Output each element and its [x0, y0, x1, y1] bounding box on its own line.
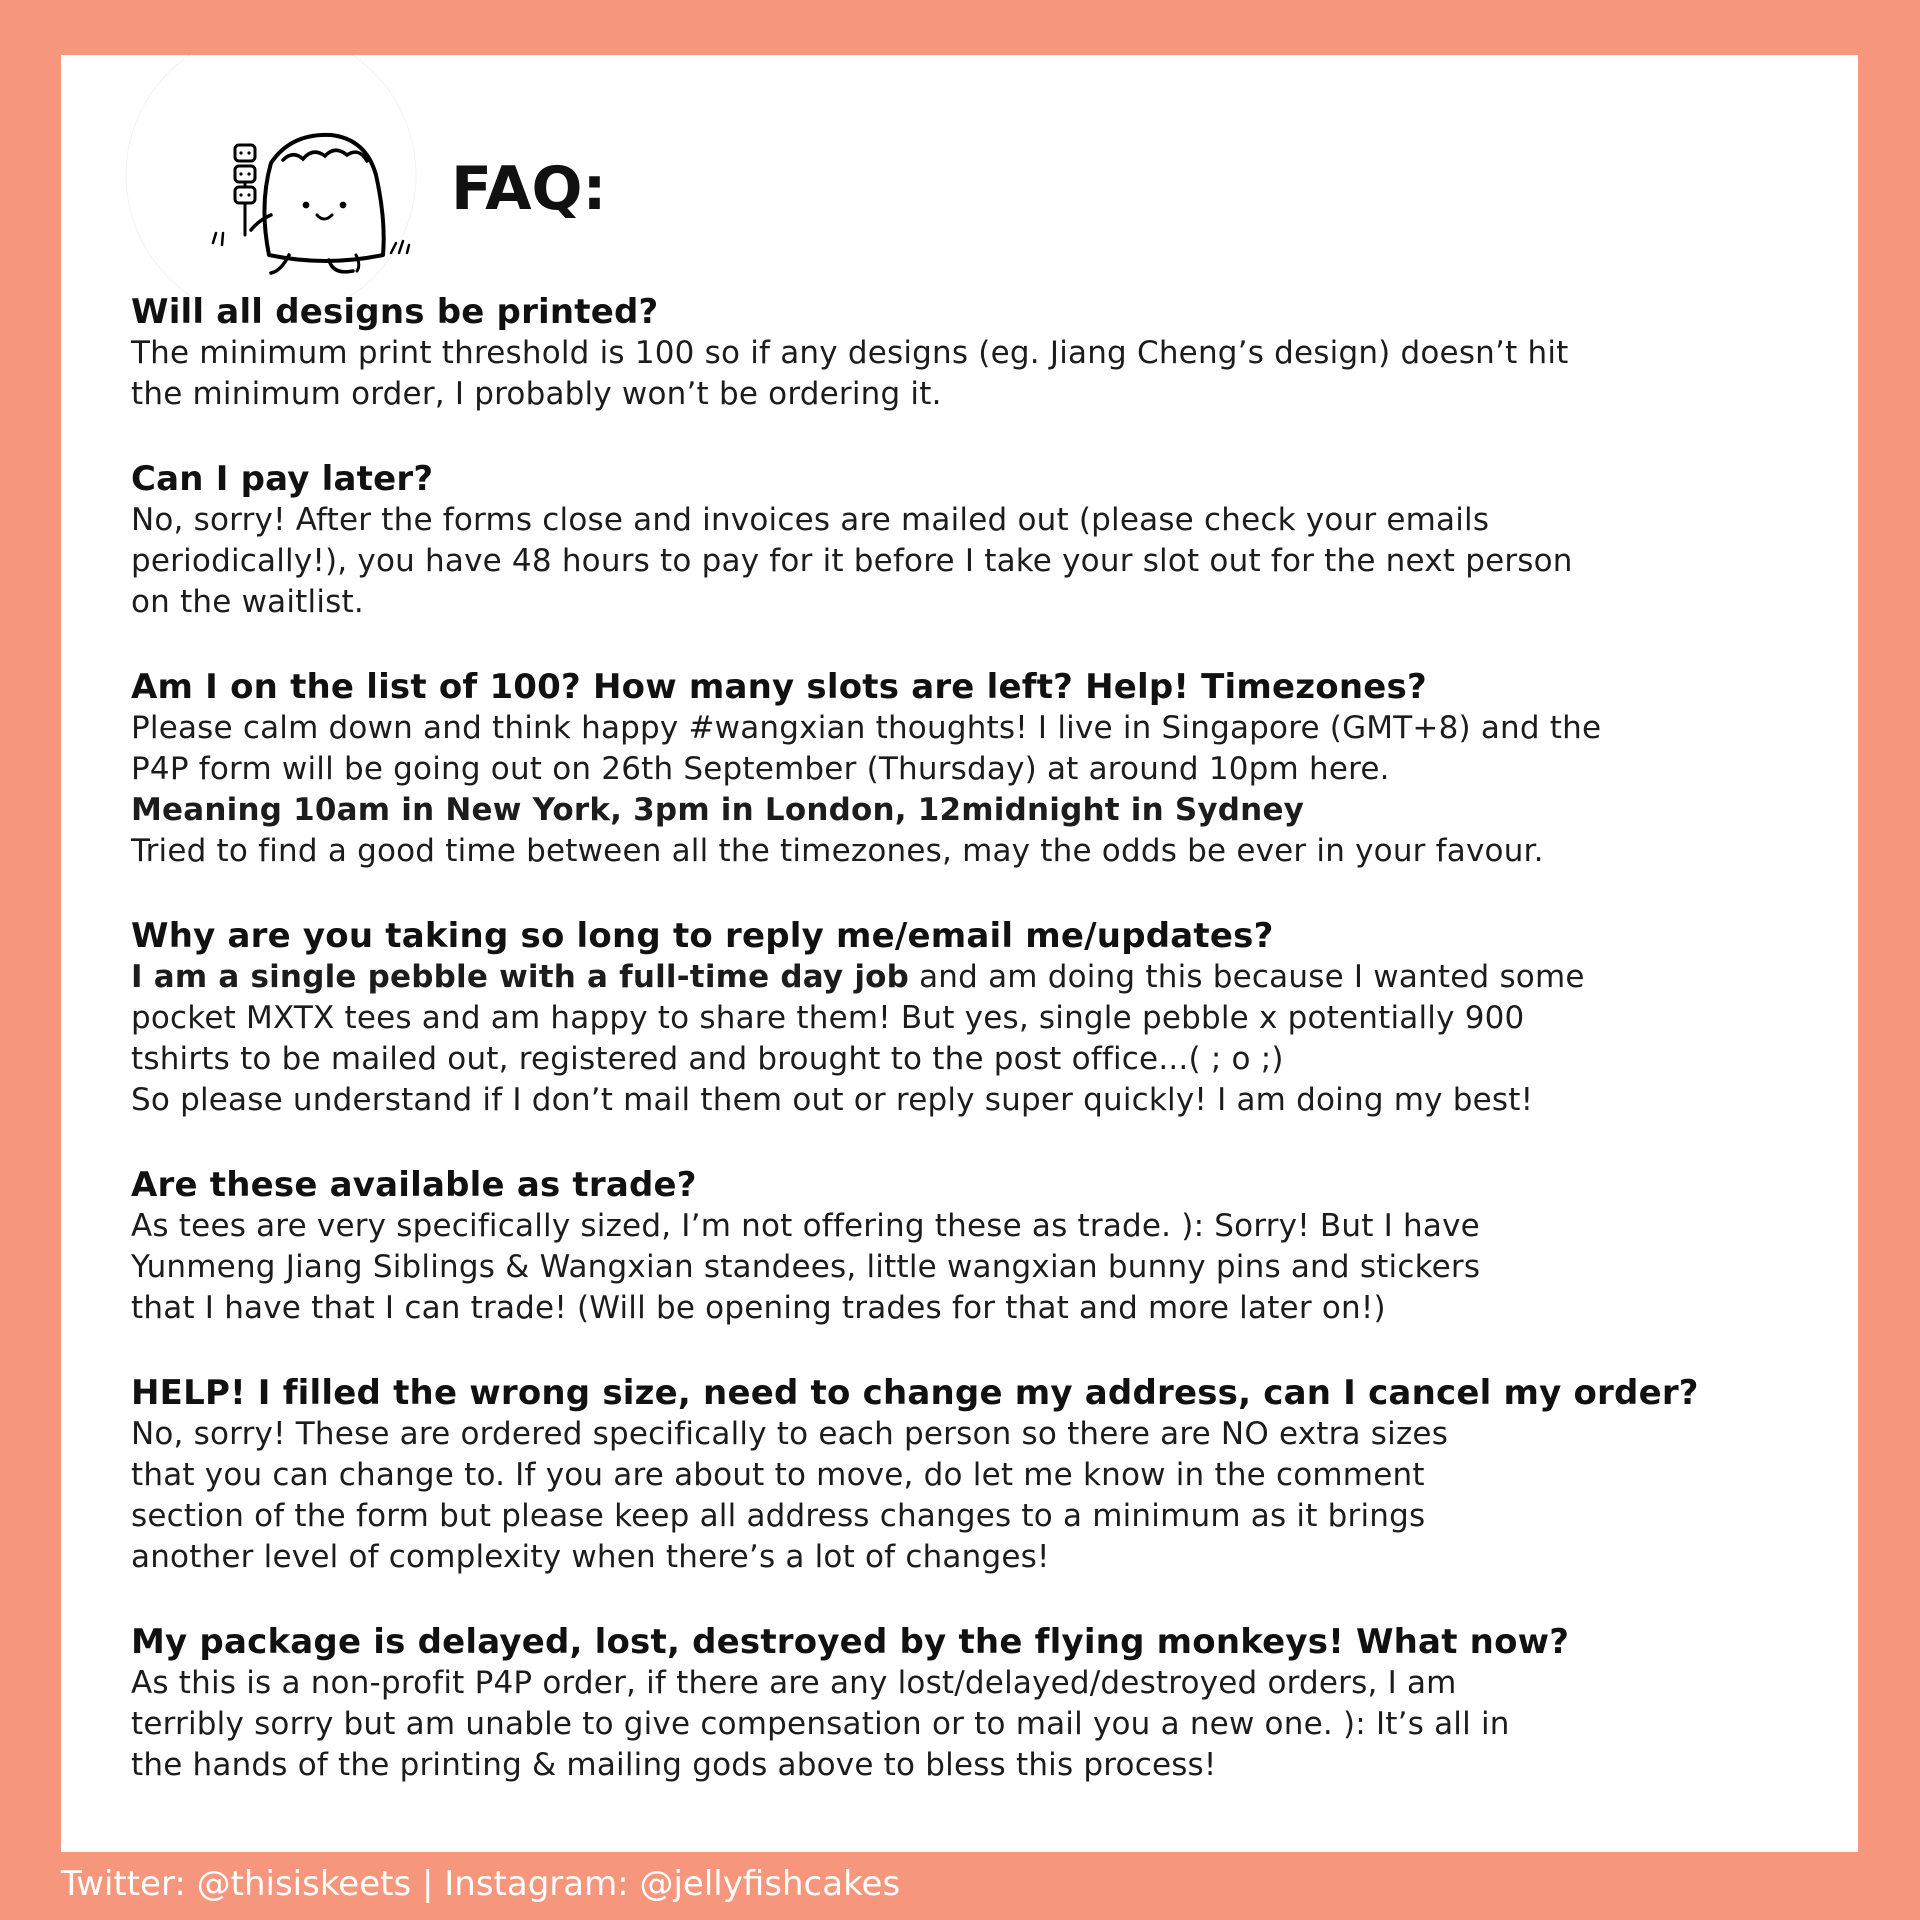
faq-answer-line: periodically!), you have 48 hours to pay for it before I take your slot out for the next person	[131, 543, 1573, 579]
faq-answer-bold-lead: I am a single pebble with a full-time day job	[131, 959, 910, 995]
faq-answer	[131, 333, 1831, 415]
faq-item-reply-time	[131, 916, 1831, 1121]
faq-answer	[131, 1206, 1831, 1329]
faq-answer-line: the hands of the printing & mailing gods above to bless this process!	[131, 1747, 1217, 1783]
faq-answer-line: Please calm down and think happy #wangxian thoughts! I live in Singapore (GMT+8) and the	[131, 710, 1602, 746]
faq-item-pay-later	[131, 459, 1831, 623]
faq-item-trade	[131, 1165, 1831, 1329]
footer-social-handles: Twitter: @thisiskeets | Instagram: @jellyfishcakes	[61, 1864, 901, 1904]
faq-answer-line: P4P form will be going out on 26th September (Thursday) at around 10pm here.	[131, 751, 1390, 787]
faq-answer-line: No, sorry! These are ordered specifically to each person so there are NO extra sizes	[131, 1416, 1449, 1452]
faq-item-designs	[131, 292, 1831, 415]
faq-question: Are these available as trade?	[131, 1165, 697, 1205]
faq-answer-line: Yunmeng Jiang Siblings & Wangxian standees, little wangxian bunny pins and stickers	[131, 1249, 1481, 1285]
faq-answer-line: the minimum order, I probably won’t be ordering it.	[131, 376, 942, 412]
faq-panel	[61, 55, 1858, 1852]
faq-answer	[131, 1663, 1831, 1786]
faq-answer	[131, 708, 1831, 872]
faq-answer-line: pocket MXTX tees and am happy to share them! But yes, single pebble x potentially 900	[131, 1000, 1525, 1036]
faq-answer	[131, 500, 1831, 623]
faq-question: Why are you taking so long to reply me/email me/updates?	[131, 916, 1274, 956]
faq-question: Can I pay later?	[131, 459, 434, 499]
faq-answer-line: terribly sorry but am unable to give compensation or to mail you a new one. ): It’s all in	[131, 1706, 1510, 1742]
faq-question: Am I on the list of 100? How many slots are left? Help! Timezones?	[131, 667, 1427, 707]
faq-answer-lead-rest: and am doing this because I wanted some	[909, 959, 1585, 995]
faq-question: HELP! I filled the wrong size, need to change my address, can I cancel my order?	[131, 1373, 1699, 1413]
faq-answer-line: The minimum print threshold is 100 so if any designs (eg. Jiang Cheng’s design) doesn’t hit	[131, 335, 1569, 371]
faq-answer-line: As this is a non-profit P4P order, if there are any lost/delayed/destroyed orders, I am	[131, 1665, 1457, 1701]
faq-list	[131, 292, 1831, 1830]
faq-item-timezones	[131, 667, 1831, 872]
faq-item-changes	[131, 1373, 1831, 1578]
page-title: FAQ:	[451, 154, 607, 224]
faq-answer-line: section of the form but please keep all address changes to a minimum as it brings	[131, 1498, 1426, 1534]
faq-answer-line: that you can change to. If you are about to move, do let me know in the comment	[131, 1457, 1425, 1493]
faq-answer-bold-line: Meaning 10am in New York, 3pm in London, 12midnight in Sydney	[131, 792, 1305, 828]
faq-answer-line: that I have that I can trade! (Will be opening trades for that and more later on!)	[131, 1290, 1386, 1326]
faq-answer-line: tshirts to be mailed out, registered and brought to the post office...( ; o ;)	[131, 1041, 1284, 1077]
faq-item-package	[131, 1622, 1831, 1786]
faq-answer-line: No, sorry! After the forms close and invoices are mailed out (please check your emails	[131, 502, 1490, 538]
faq-answer-line: So please understand if I don’t mail them out or reply super quickly! I am doing my best!	[131, 1082, 1534, 1118]
faq-answer-line: Tried to find a good time between all the timezones, may the odds be ever in your favour.	[131, 833, 1544, 869]
faq-answer	[131, 1414, 1831, 1578]
faq-question: Will all designs be printed?	[131, 292, 659, 332]
faq-answer-line: As tees are very specifically sized, I’m not offering these as trade. ): Sorry! But I have	[131, 1208, 1480, 1244]
faq-answer-line	[131, 957, 1831, 998]
faq-answer-line: another level of complexity when there’s a lot of changes!	[131, 1539, 1050, 1575]
jellyfish-mascot-icon	[121, 55, 421, 305]
faq-answer	[131, 957, 1831, 1121]
faq-answer-line: on the waitlist.	[131, 584, 364, 620]
faq-question: My package is delayed, lost, destroyed by the flying monkeys! What now?	[131, 1622, 1570, 1662]
